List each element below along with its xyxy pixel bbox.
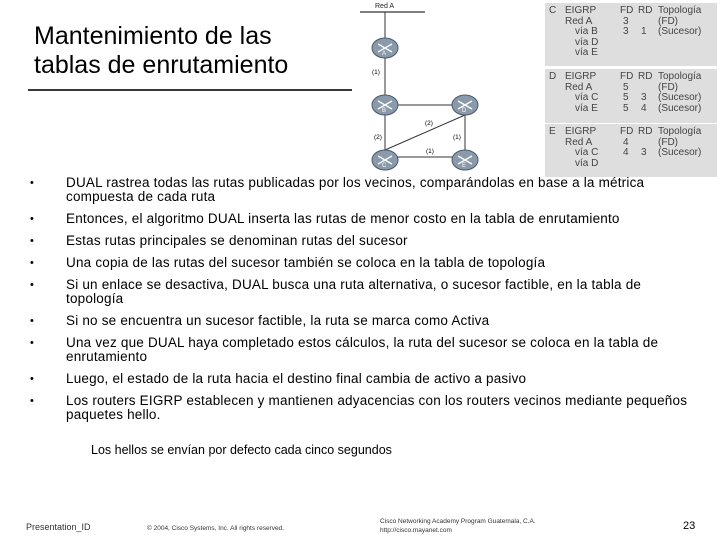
table-cell: (FD) [658, 81, 678, 93]
list-item [30, 256, 690, 270]
router-label: C [382, 163, 387, 169]
table-cell: (Sucesor) [658, 147, 702, 158]
table-cell: RD [638, 5, 653, 16]
bullet-text: Si un enlace se desactiva, DUAL busca una ruta alternativa, o sucesor factible, en la tabla de topología [66, 277, 642, 306]
router-e [452, 150, 478, 170]
title-line-1: Mantenimiento de las [34, 22, 272, 50]
table-cell: Topología [658, 126, 702, 137]
list-item [30, 234, 690, 248]
network-label: Red A [375, 3, 395, 10]
table-cell: 4 [623, 136, 629, 148]
router-d [452, 95, 478, 115]
table-cell: vía B [575, 26, 598, 37]
bullet-icon: • [30, 373, 35, 385]
table-row [545, 104, 717, 115]
link-label: (1) [372, 69, 380, 76]
router-c [372, 150, 398, 170]
bullet-icon: • [30, 395, 35, 407]
list-item [30, 336, 690, 364]
table-cell: Red A [565, 81, 593, 93]
bullet-icon: • [30, 235, 35, 247]
table-cell: (Sucesor) [658, 102, 702, 114]
table-cell: 3 [623, 15, 629, 27]
table-cell: (FD) [658, 136, 678, 148]
table-cell: (Sucesor) [658, 92, 702, 103]
table-cell: Red A [565, 136, 593, 148]
table-cell: EIGRP [565, 126, 597, 137]
bullet-text: DUAL rastrea todas las rutas publicadas por los vecinos, comparándolas en base a la métrica compuesta de cada ruta [66, 175, 645, 204]
router-b [372, 95, 398, 115]
router-label: A [382, 51, 387, 57]
bullet-icon: • [30, 177, 35, 189]
table-cell: FD [620, 5, 634, 16]
router-label: D [462, 108, 467, 114]
bullet-icon: • [30, 257, 35, 269]
bullet-icon: • [30, 279, 35, 291]
routing-table-e [545, 124, 717, 177]
table-cell: EIGRP [565, 71, 597, 82]
page-number: 23 [683, 520, 696, 532]
footer-academy-line-2: http://cisco.mayanet.com [380, 527, 452, 534]
table-cell: vía C [575, 147, 599, 158]
table-row [545, 38, 717, 49]
table-cell: FD [620, 126, 634, 137]
table-cell: Red A [565, 15, 593, 27]
list-item [30, 372, 690, 386]
bullet-text: Entonces, el algoritmo DUAL inserta las rutas de menor costo en la tabla de enrutamiento [66, 211, 620, 226]
table-cell: EIGRP [565, 5, 597, 16]
table-cell: vía D [575, 157, 599, 169]
bullet-icon: • [30, 213, 35, 225]
table-row [545, 127, 717, 138]
title-line-2: tablas de enrutamiento [34, 51, 289, 79]
bullet-icon: • [30, 337, 35, 349]
bullet-text: Luego, el estado de la ruta hacia el destino final cambia de activo a pasivo [66, 371, 527, 386]
table-cell: RD [638, 71, 653, 82]
list-item [30, 212, 690, 226]
router-label: B [382, 108, 387, 114]
link-label: (1) [453, 134, 461, 141]
table-cell: D [549, 71, 557, 82]
routing-table-c [545, 3, 717, 66]
bullet-list [30, 176, 690, 430]
list-item [30, 278, 690, 306]
routing-table-d [545, 69, 717, 123]
footer-copyright: © 2004, Cisco Systems, Inc. All rights reserved. [147, 525, 285, 532]
table-row [545, 27, 717, 38]
list-item [30, 394, 690, 422]
bullet-text: Estas rutas principales se denominan rutas del sucesor [66, 233, 408, 248]
table-row [545, 48, 717, 59]
table-cell: (FD) [658, 15, 678, 27]
link-label: (2) [374, 134, 382, 141]
bullet-text: Si no se encuentra un sucesor factible, la ruta se marca como Activa [66, 313, 490, 328]
table-cell: vía E [575, 47, 598, 58]
slide-title [34, 22, 288, 80]
table-cell: 5 [623, 81, 629, 93]
diagram-background [360, 0, 542, 176]
link-label: (2) [425, 120, 433, 127]
table-cell: vía E [575, 102, 598, 114]
sub-note: Los hellos se envían por defecto cada cinco segundos [91, 443, 392, 457]
table-cell: 1 [641, 26, 647, 37]
bullet-text: Los routers EIGRP establecen y mantienen adyacencias con los routers vecinos mediante pequeños paquetes hello. [66, 393, 688, 422]
table-row [545, 6, 717, 17]
bullet-icon: • [30, 315, 35, 327]
table-cell: Topología [658, 5, 702, 16]
table-cell: E [549, 126, 556, 137]
table-cell: (Sucesor) [658, 26, 702, 37]
table-cell: 3 [623, 26, 629, 37]
table-row [545, 93, 717, 104]
bullet-text: Una vez que DUAL haya completado estos cálculos, la ruta del sucesor se coloca en la tabla de enrutamiento [66, 335, 659, 364]
table-cell: 5 [623, 92, 629, 103]
table-row [545, 159, 717, 170]
table-row [545, 72, 717, 83]
footer-presentation-id: Presentation_ID [26, 522, 91, 532]
list-item [30, 176, 690, 204]
title-underline [28, 89, 352, 91]
table-cell: vía D [575, 36, 599, 48]
table-cell: 4 [641, 102, 647, 114]
table-cell: 4 [623, 147, 629, 158]
table-cell: RD [638, 126, 653, 137]
network-diagram [350, 0, 545, 176]
table-cell: 3 [641, 92, 647, 103]
table-cell: Topología [658, 71, 702, 82]
table-row [545, 148, 717, 159]
bullet-text: Una copia de las rutas del sucesor también se coloca en la tabla de topología [66, 255, 546, 270]
table-cell: 5 [623, 102, 629, 114]
footer-academy-line-1: Cisco Networking Academy Program Guatemala, C.A. [380, 518, 536, 525]
table-cell: vía C [575, 92, 599, 103]
link-label: (1) [426, 148, 434, 155]
router-a [372, 38, 398, 58]
router-label: E [462, 163, 467, 169]
table-cell: C [549, 5, 557, 16]
list-item [30, 314, 690, 328]
table-cell: 3 [641, 147, 647, 158]
table-cell: FD [620, 71, 634, 82]
